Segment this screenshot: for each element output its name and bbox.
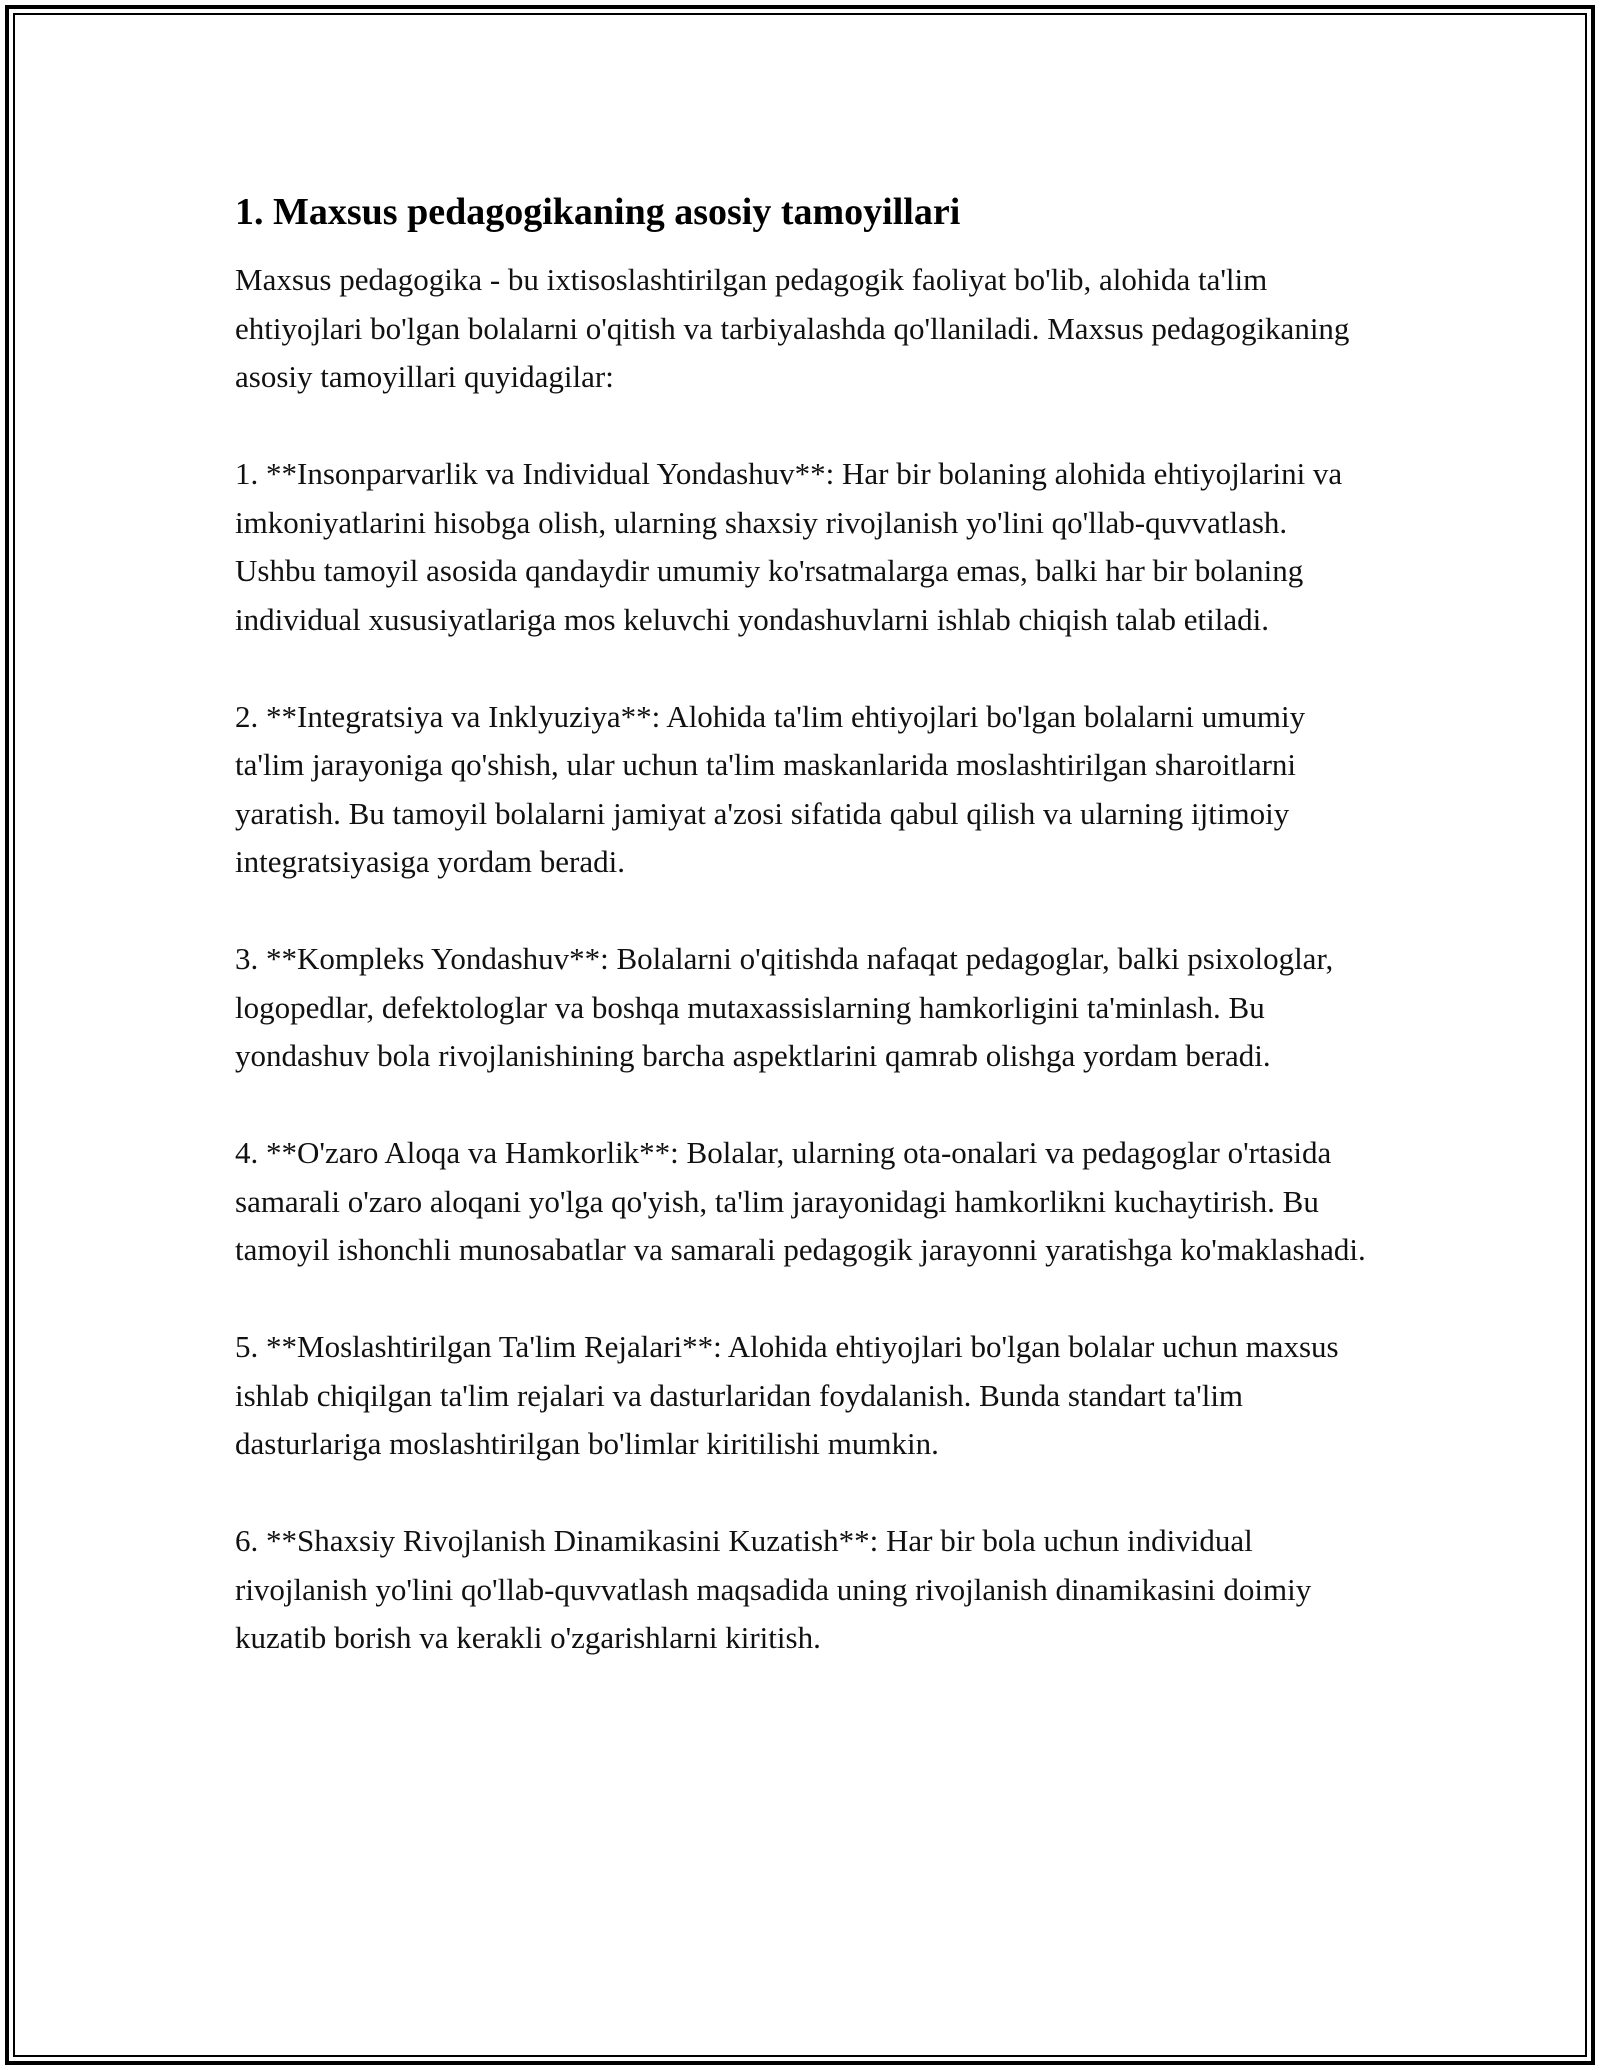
principle-2: 2. **Integratsiya va Inklyuziya**: Alohida ta'lim ehtiyojlari bo'lgan bolalarni umumiy ta'lim jarayoniga qo'shish, ular uchun ta'lim maskanlarida moslashtirilgan sharoitlarni yaratish. Bu tamoyil bolalarni jamiyat a'zosi sifatida qabul qilish va ularning ijtimoiy integratsiyasiga yordam beradi.: [235, 698, 1306, 879]
principle-6: 6. **Shaxsiy Rivojlanish Dinamikasini Kuzatish**: Har bir bola uchun individual rivojlanish yo'lini qo'llab-quvvatlash maqsadida uning rivojlanish dinamikasini doimiy kuzatib borish va kerakli o'zgarishlarni kiritish.: [235, 1523, 1312, 1655]
principle-4: 4. **O'zaro Aloqa va Hamkorlik**: Bolalar, ularning ota-onalari va pedagoglar o'rtasida samarali o'zaro aloqani yo'lga qo'yish, ta'lim jarayonidagi hamkorlikni kuchaytirish. Bu tamoyil ishonchli munosabatlar va samarali pedagogik jarayonni yaratishga ko'maklashadi.: [235, 1135, 1366, 1267]
intro-paragraph: Maxsus pedagogika - bu ixtisoslashtirilgan pedagogik faoliyat bo'lib, alohida ta'lim ehtiyojlari bo'lgan bolalarni o'qitish va tarbiyalashda qo'llaniladi. Maxsus pedagogikaning asosiy tamoyillari quyidagilar:: [235, 262, 1350, 394]
principle-3: 3. **Kompleks Yondashuv**: Bolalarni o'qitishda nafaqat pedagoglar, balki psixologlar, logopedlar, defektologlar va boshqa mutaxassislarning hamkorligini ta'minlash. Bu yondashuv bola rivojlanishining barcha aspektlarini qamrab olishga yordam beradi.: [235, 941, 1334, 1073]
document-body: [235, 188, 1375, 1711]
section-title: 1. Maxsus pedagogikaning asosiy tamoyillari: [235, 191, 961, 233]
principle-1: 1. **Insonparvarlik va Individual Yondashuv**: Har bir bolaning alohida ehtiyojlarini va imkoniyatlarini hisobga olish, ularning shaxsiy rivojlanish yo'lini qo'llab-quvvatlash. Ushbu tamoyil asosida qandaydir umumiy ko'rsatmalarga emas, balki har bir bolaning individual xususiyatlariga mos keluvchi yondashuvlarni ishlab chiqish talab etiladi.: [235, 456, 1343, 637]
principle-5: 5. **Moslashtirilgan Ta'lim Rejalari**: Alohida ehtiyojlari bo'lgan bolalar uchun maxsus ishlab chiqilgan ta'lim rejalari va dasturlaridan foydalanish. Bunda standart ta'lim dasturlariga moslashtirilgan bo'limlar kiritilishi mumkin.: [235, 1329, 1339, 1461]
